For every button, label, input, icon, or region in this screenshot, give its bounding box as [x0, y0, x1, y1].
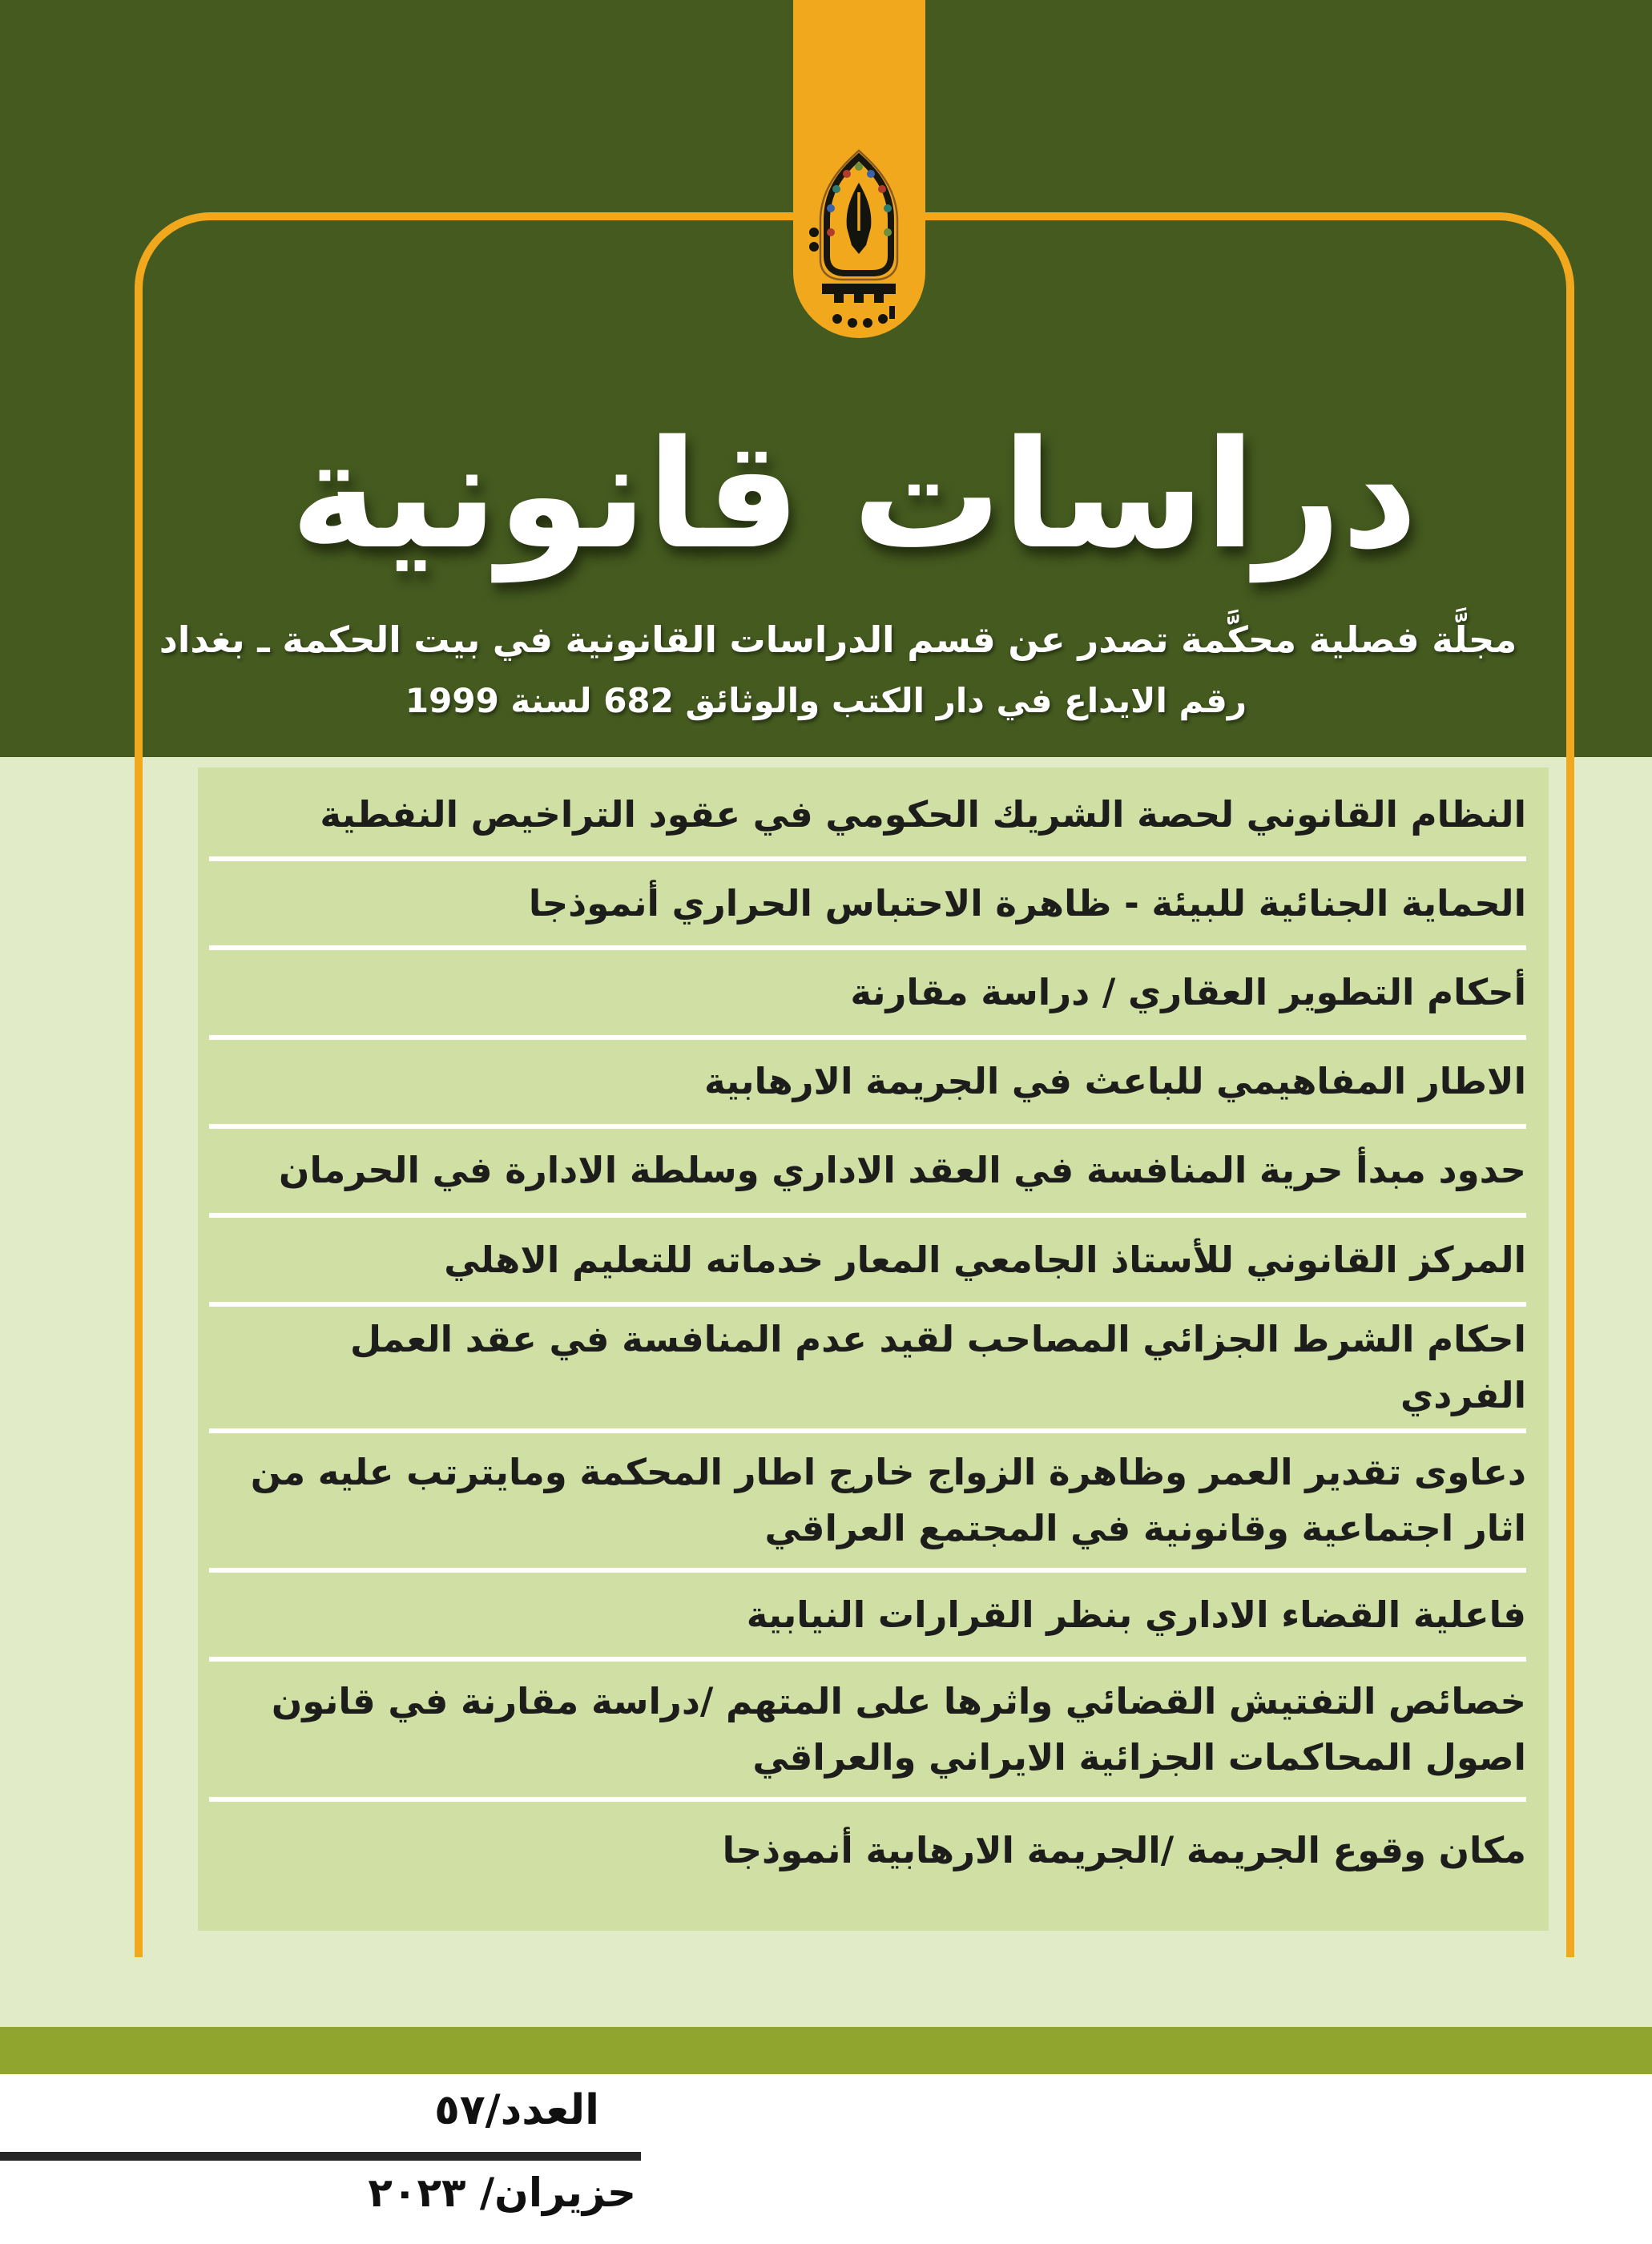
- article-row: الاطار المفاهيمي للباعث في الجريمة الارهابية: [704, 1060, 1526, 1103]
- article-row: النظام القانوني لحصة الشريك الحكومي في عقود التراخيص النفطية: [320, 792, 1526, 836]
- journal-subtitle: مجلَّة فصلية محكَّمة تصدر عن قسم الدراسات القانونية في بيت الحكمة ـ بغداد: [159, 618, 1517, 661]
- article-row: حدود مبدأ حرية المنافسة في العقد الاداري وسلطة الادارة في الحرمان: [279, 1149, 1526, 1192]
- article-row: دعاوى تقدير العمر وظاهرة الزواج خارج اطار المحكمة ومايترتب عليه من اثار اجتماعية وقانونية في المجتمع العراقي: [250, 1451, 1526, 1549]
- article-row: احكام الشرط الجزائي المصاحب لقيد عدم المنافسة في عقد العمل الفردي: [350, 1318, 1526, 1416]
- article-row: خصائص التفتيش القضائي واثرها على المتهم /دراسة مقارنة في قانون اصول المحاكمات الجزائية الايراني والعراقي: [271, 1679, 1526, 1779]
- deposit-number-line: رقم الايداع في دار الكتب والوثائق 682 لسنة 1999: [405, 681, 1247, 720]
- bayt-al-hikma-logo-icon: [793, 149, 925, 335]
- issue-date: حزيران/ ٢٠٢٣: [368, 2169, 636, 2216]
- article-row: فاعلية القضاء الاداري بنظر القرارات النيابية: [746, 1593, 1526, 1636]
- article-row: أحكام التطوير العقاري / دراسة مقارنة: [850, 971, 1526, 1014]
- article-row: الحماية الجنائية للبيئة - ظاهرة الاحتباس الحراري أنموذجا: [528, 881, 1526, 925]
- footer-olive-band: [0, 2027, 1652, 2074]
- article-row: مكان وقوع الجريمة /الجريمة الارهابية أنموذجا: [722, 1828, 1526, 1871]
- article-row: المركز القانوني للأستاذ الجامعي المعار خدماته للتعليم الاهلي: [444, 1238, 1526, 1281]
- gold-ribbon: [793, 0, 925, 338]
- issue-number: العدد/٥٧: [434, 2086, 599, 2134]
- issue-divider-line: [0, 2152, 641, 2161]
- journal-title: دراسات قانونية: [290, 408, 1418, 582]
